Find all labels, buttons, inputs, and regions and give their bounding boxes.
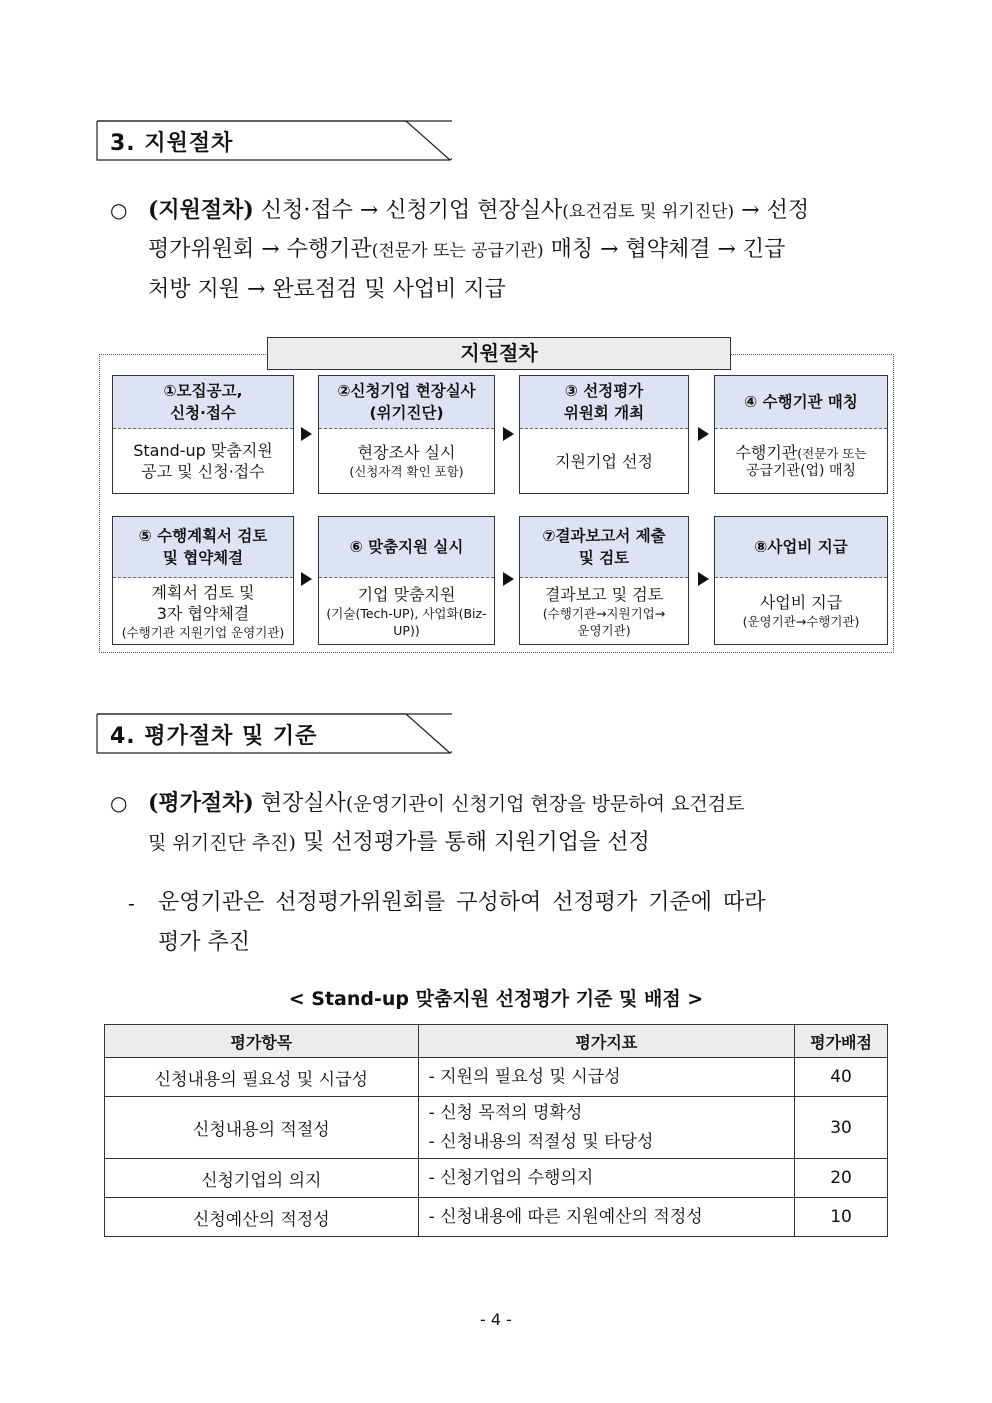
step-6-header <box>319 517 494 578</box>
section4-subparagraph <box>128 883 900 963</box>
step-head-line1: ①모집공고, <box>163 382 243 400</box>
step-3-header <box>520 376 688 429</box>
section3-line1-a: 신청·접수 → 신청기업 현장실사 <box>260 198 563 223</box>
step-note: (수행기관→지원기업→ <box>542 605 666 621</box>
table-row <box>105 1198 888 1237</box>
step-5-body <box>113 578 293 644</box>
step-body-line1: 수행기관 <box>735 443 798 462</box>
step-body-line2: 3자 협약체결 <box>156 603 250 623</box>
indicator-cell <box>418 1097 795 1159</box>
section3-line2-small: (전문가 또는 공급기관) <box>371 241 544 261</box>
arrow-right-icon <box>503 572 514 586</box>
step-body-line1: 결과보고 및 검토 <box>544 584 664 604</box>
table-caption: < Stand-up 맞춤지원 선정평가 기준 및 배점 > <box>288 988 704 1010</box>
step-head-line1: ⑧사업비 지급 <box>754 538 848 556</box>
dash-marker: - <box>128 891 135 915</box>
section4-header <box>96 713 452 753</box>
step-4 <box>714 375 888 494</box>
step-2 <box>318 375 495 494</box>
evaluation-table <box>104 1024 888 1237</box>
step-5-header <box>113 517 293 578</box>
section4-paragraph <box>110 783 900 863</box>
step-body-line1: 기업 맞춤지원 <box>357 584 456 604</box>
table-row <box>105 1159 888 1198</box>
section3-header <box>96 120 452 160</box>
step-6-body <box>319 578 494 644</box>
section3-paragraph <box>110 190 900 310</box>
step-head-line2: 및 검토 <box>578 549 630 567</box>
section3-line2-a: 평가위원회 → 수행기관 <box>148 237 372 262</box>
step-head-line1: ⑤ 수행계획서 검토 <box>138 527 268 545</box>
arrow-right-icon <box>301 427 312 441</box>
section3-line3: 처방 지원 → 완료점검 및 사업비 지급 <box>148 277 506 302</box>
step-body-small: (전문가 또는 <box>797 446 867 461</box>
section4-line2-small: 및 위기진단 추진) <box>148 832 296 854</box>
step-6 <box>318 516 495 645</box>
bullet-circle: ○ <box>110 198 128 222</box>
indicator-cell: - 신청기업의 수행의지 <box>418 1159 795 1198</box>
section4-sub1: 운영기관은 선정평가위원회를 구성하여 선정평가 기준에 따라 <box>158 890 766 915</box>
step-head-line2: 신청·접수 <box>170 404 236 422</box>
step-body-line1: 계획서 검토 및 <box>151 582 255 602</box>
step-1-body <box>113 429 293 493</box>
indicator-cell: - 신청내용에 따른 지원예산의 적정성 <box>418 1198 795 1237</box>
step-body-line1: Stand-up 맞춤지원 <box>133 441 273 460</box>
item-cell: 신청내용의 필요성 및 시급성 <box>105 1058 419 1097</box>
table-header-row <box>105 1025 888 1058</box>
score-cell: 20 <box>795 1159 888 1198</box>
bullet-circle: ○ <box>110 791 128 815</box>
section4-line1-rest: (운영기관이 신청기업 현장을 방문하여 요건검토 <box>345 793 745 815</box>
section4-line1-a: 현장실사 <box>260 791 346 816</box>
step-note: (수행기관 지원기업 운영기관) <box>121 624 285 640</box>
score-cell: 10 <box>795 1198 888 1237</box>
step-note-2: 운영기관) <box>577 622 631 638</box>
section3-line2-b: 매칭 → 협약체결 → 긴급 <box>550 237 786 262</box>
step-head-line1: ⑥ 맞춤지원 실시 <box>349 538 464 556</box>
step-head-line2: (위기진단) <box>369 404 444 422</box>
indicator-line2: - 신청내용의 적절성 및 타당성 <box>428 1131 654 1152</box>
indicator-line1: - 신청 목적의 명확성 <box>428 1102 583 1123</box>
section4-sub2: 평가 추진 <box>158 930 251 955</box>
arrow-right-icon <box>698 427 709 441</box>
section3-line1-small: (요건검토 및 위기진단) <box>562 202 735 222</box>
item-cell: 신청내용의 적절성 <box>105 1097 419 1159</box>
step-head-line1: ②신청기업 현장실사 <box>337 382 476 400</box>
step-4-header <box>715 376 887 429</box>
step-4-body <box>715 429 887 493</box>
step-7-body <box>520 578 688 644</box>
step-8-header <box>715 517 887 578</box>
column-header: 평가항목 <box>105 1025 419 1058</box>
step-head-line1: ③ 선정평가 <box>564 382 644 400</box>
indicator-cell: - 지원의 필요성 및 시급성 <box>418 1058 795 1097</box>
step-note: (신청자격 확인 포함) <box>349 464 464 479</box>
step-3-body <box>520 429 688 493</box>
step-1 <box>112 375 294 494</box>
step-body-line2: 공급기관(업) 매칭 <box>745 463 857 479</box>
step-body-line1: 사업비 지급 <box>759 593 843 612</box>
step-2-header <box>319 376 494 429</box>
section3-label: (지원절차) <box>148 197 254 223</box>
step-body-line1: 지원기업 선정 <box>555 451 653 471</box>
arrow-right-icon <box>503 427 514 441</box>
score-cell: 30 <box>795 1097 888 1159</box>
step-note: (기술(Tech-UP), 사업화(Biz-UP)) <box>326 605 487 638</box>
step-head-line2: 위원회 개최 <box>563 404 645 422</box>
column-header: 평가배점 <box>795 1025 888 1058</box>
step-7-header <box>520 517 688 578</box>
step-8-body <box>715 578 887 644</box>
table-row <box>105 1097 888 1159</box>
table-row <box>105 1058 888 1097</box>
section3-title: 3. 지원절차 <box>110 131 234 156</box>
section3-line1-b: → 선정 <box>741 198 810 223</box>
column-header: 평가지표 <box>418 1025 795 1058</box>
step-head-line1: ④ 수행기관 매칭 <box>744 393 858 411</box>
step-3 <box>519 375 689 494</box>
page-number: - 4 - <box>480 1310 512 1329</box>
diagram-title: 지원절차 <box>267 337 731 370</box>
section4-title: 4. 평가절차 및 기준 <box>110 724 318 749</box>
arrow-right-icon <box>698 572 709 586</box>
step-head-line1: ⑦결과보고서 제출 <box>542 527 666 545</box>
section4-label: (평가절차) <box>148 790 254 816</box>
step-5 <box>112 516 294 645</box>
step-1-header <box>113 376 293 429</box>
step-note: (운영기관→수행기관) <box>742 614 860 629</box>
step-7 <box>519 516 689 645</box>
step-head-line2: 및 협약체결 <box>162 549 244 567</box>
item-cell: 신청기업의 의지 <box>105 1159 419 1198</box>
score-cell: 40 <box>795 1058 888 1097</box>
step-body-line1: 현장조사 실시 <box>357 443 456 462</box>
step-body-line2: 공고 및 신청·접수 <box>141 462 265 481</box>
step-8 <box>714 516 888 645</box>
arrow-right-icon <box>301 572 312 586</box>
section4-line2-b: 및 선정평가를 통해 지원기업을 선정 <box>302 830 650 855</box>
item-cell: 신청예산의 적정성 <box>105 1198 419 1237</box>
step-2-body <box>319 429 494 493</box>
